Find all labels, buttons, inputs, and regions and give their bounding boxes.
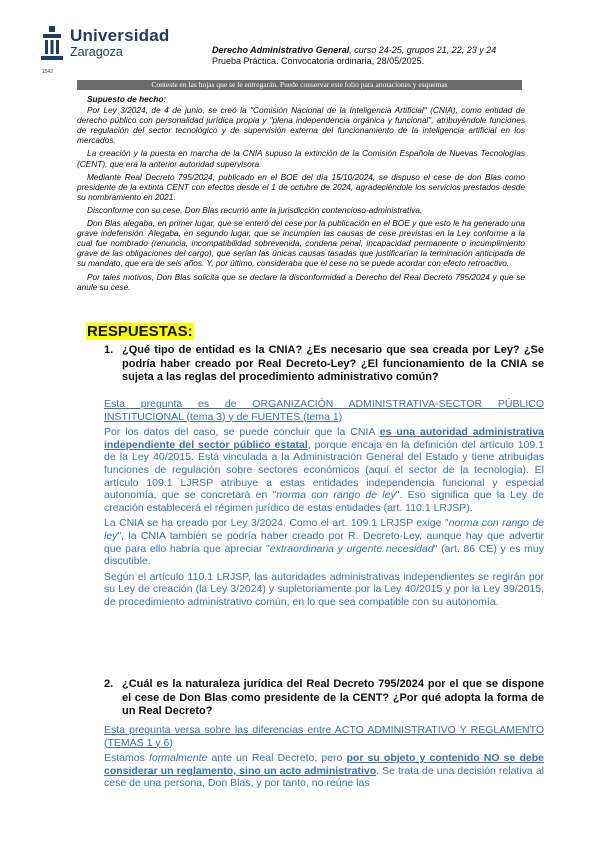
case-paragraph: Disconforme con su cese, Don Blas recurrió ante la jurisdicción contencioso-administrativa. <box>87 204 423 215</box>
course-name: Derecho Administrativo General <box>212 45 350 55</box>
header-line-2: Prueba Práctica. Convocatoria ordinaria, 28/05/2025. <box>212 56 425 66</box>
question-number: 2. <box>104 678 114 690</box>
answer-2 <box>104 724 544 793</box>
key-conclusion: es una autoridad administrativa independiente del sector público estatal <box>104 426 544 451</box>
case-paragraph: Por Ley 3/2024, de 4 de junio, se creó la "Comisión Nacional de la Inteligencia Artificial" (CNIA), como entidad de derecho público con personalidad jurídica propia y "plena independencia orgánica y funcional", atribuyéndole funciones de regulación del sector tecnológico y de supervisión externa del funcionamiento de la inteligencia artificial en los mercados. <box>77 105 525 146</box>
answer-topic: Esta pregunta versa sobre las diferencias entre ACTO ADMINISTRATIVO Y REGLAMENTO (TEMAS 1 y 6) <box>104 724 544 749</box>
case-paragraph: Don Blas alegaba, en primer lugar, que se enteró del cese por la publicación en el BOE y que esto le ha generado una grave indefensión. Alegaba, en segundo lugar, que se incumplen las causas de cese previstas en la Ley conforme a la cual fue nombrado (renuncia, incompatibilidad sobrevenida, condena penal, incapacidad permanente o incumplimiento grave de las obligaciones del cargo), que serían las únicas causas tasadas que justificarían la terminación anticipada de su mandato, que era de seis años. Y, por último, consideraba que el cese no se puede acordar con efecto retroactivo. <box>77 218 525 269</box>
logo-year: 1542 <box>42 69 54 75</box>
answer-paragraph: Por los datos del caso, se puede concluir que la CNIA es una autoridad administrativa independiente del sector público estatal, porque encaja en la definición del artículo 109.1 de la Ley 40/2015. Está vinculada a la Administración General del Estado y tiene atribuidas funciones de regulación sobre sectores económicos (aquí el sector de la tecnología). El artículo 109.1 LJRSP atribuye a estas entidades independencia funcional y especial autonomía, que se concretará en "norma con rango de ley". Eso significa que la Ley de creación establecerá el régimen jurídico de estas entidades (art. 110.1 LRJSP). <box>104 426 544 514</box>
key-conclusion: por su objeto y contenido NO se debe considerar un reglamento, sino un acto administrativo <box>104 752 544 777</box>
case-statement <box>77 94 525 295</box>
question-text: ¿Cuál es la naturaleza jurídica del Real Decreto 795/2024 por el que se dispone el cese de Don Blas como presidente de la CENT? ¿Por qué adopta la forma de un Real Decreto? <box>122 678 544 718</box>
logo-city-name: Zaragoza <box>70 45 123 59</box>
answer-paragraph: Estamos formalmente ante un Real Decreto, pero por su objeto y contenido NO se debe considerar un reglamento, sino un acto administrativo. Se trata de una decisión relativa al cese de una persona, Don Blas, y por tanto, no reúne las <box>104 752 545 790</box>
header-line-1 <box>212 45 496 56</box>
answer-paragraph: Según el artículo 110.1 LRJSP, las autoridades administrativas independientes se regirán por su Ley de creación (la Ley 3/2024) y supletoriamente por la Ley 40/2015 y por la Ley 39/2015, de procedimiento administrativo común, en lo que sea compatible con su autonomía. <box>104 570 544 608</box>
question-2 <box>104 678 544 719</box>
instruction-bar: Conteste en las hojas que se le entregarán. Puede conservar este folio para anotaciones y esquemas <box>77 80 522 90</box>
answer-1 <box>104 398 544 612</box>
answer-paragraph: La CNIA se ha creado por Ley 3/2024. Como el art. 109.1 LRJSP exige "norma con rango de ley", la CNIA también se podría haber creado por R. Decreto-Ley, aunque hay que advertir que para ello habría que apreciar "extraordinaria y urgente necesidad" (art. 86 CE) y es muy discutible. <box>104 517 545 568</box>
question-1 <box>104 344 544 385</box>
question-number: 1. <box>104 344 114 356</box>
university-logo <box>40 26 180 75</box>
course-details: , curso 24-25, grupos 21, 22, 23 y 24 <box>349 45 497 55</box>
case-paragraph: Por tales motivos, Don Blas solicita que se declare la disconformidad a Derecho del Real Decreto 795/2024 y que se anule su cese. <box>77 271 525 292</box>
question-text: ¿Qué tipo de entidad es la CNIA? ¿Es necesario que sea creada por Ley? ¿Se podría haber creado por Real Decreto-Ley? ¿El funcionamiento de la CNIA se sujeta a las reglas del procedimiento administrativo común? <box>122 344 544 384</box>
case-heading: Supuesto de hecho: <box>87 94 167 104</box>
case-paragraph: Mediante Real Decreto 795/2024, publicado en el BOE del día 15/10/2024, se dispuso el cese de don Blas como presidente de la extinta CENT con efectos desde el 1 de octubre de 2024, agradeciéndole los servicios prestados desde su nombramiento en 2021. <box>77 171 525 202</box>
university-crest-icon <box>40 26 64 64</box>
document-header <box>212 45 496 67</box>
logo-university-name: Universidad <box>70 26 170 45</box>
case-paragraph: La creación y la puesta en marcha de la CNIA supuso la extinción de la Comisión Española de Nuevas Tecnologías (CENT), que era la anterior autoridad supervisora. <box>77 148 525 169</box>
answer-topic: Esta pregunta es de ORGANIZACIÓN ADMINISTRATIVA-SECTOR PÚBLICO INSTITUCIONAL (tema 3) y de FUENTES (tema 1) <box>104 398 544 423</box>
answers-title: RESPUESTAS: <box>87 323 193 340</box>
